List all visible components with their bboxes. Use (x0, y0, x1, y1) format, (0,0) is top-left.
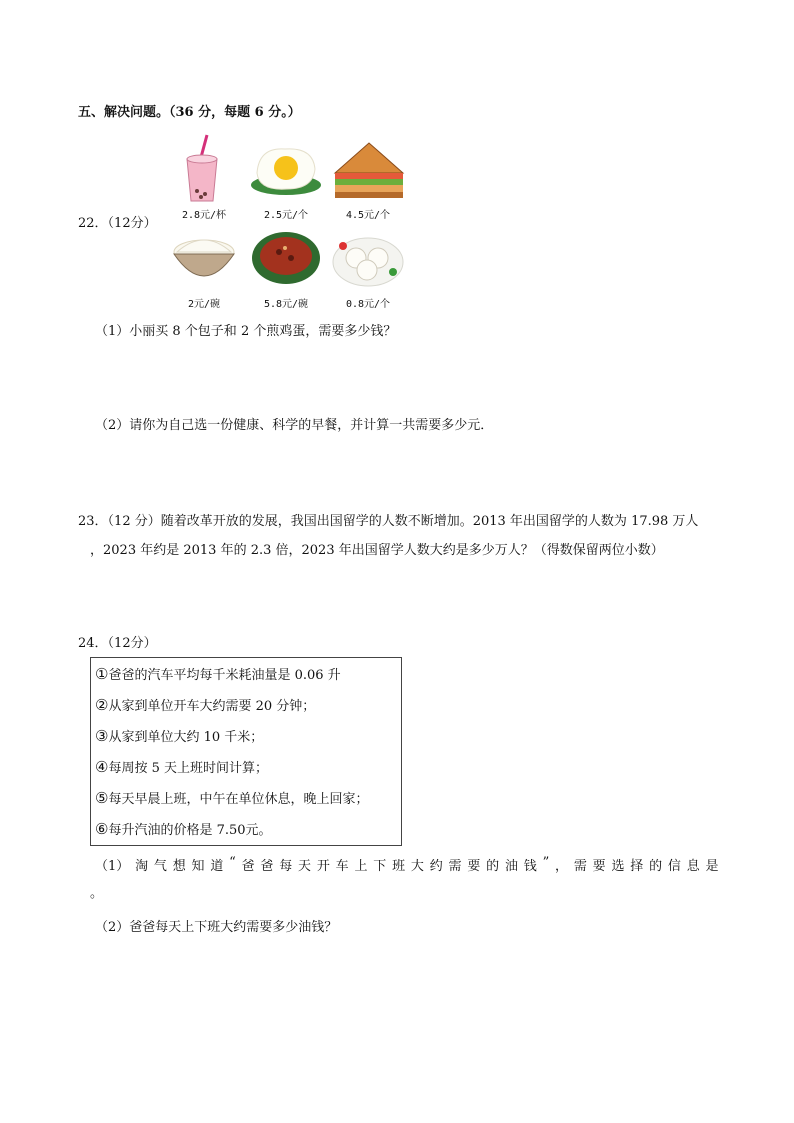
food-item (245, 131, 327, 220)
info-item (95, 819, 272, 838)
item-text: 每升汽油的价格是 7.50元。 (108, 823, 272, 838)
food-price: 2.8元/杯 (181, 210, 227, 221)
char: 油 (504, 859, 518, 874)
info-item (95, 726, 263, 745)
char: 天 (298, 859, 312, 874)
food-item (245, 220, 327, 309)
item-number: ② (95, 696, 109, 714)
item-text: 爸爸的汽车平均每千米耗油量是 0.06 升 (108, 668, 341, 683)
char: 爸 (260, 859, 274, 874)
info-item (95, 664, 341, 683)
char: 班 (392, 859, 406, 874)
question-24-part-1-end: 。 (90, 886, 104, 901)
food-price: 4.5元/个 (345, 210, 391, 221)
char: 下 (373, 859, 387, 874)
info-item (95, 695, 315, 714)
char: 需 (448, 859, 462, 874)
item-number: ⑤ (95, 789, 109, 807)
question-24-label: 24．（12分） (78, 636, 157, 651)
soup-bowl-icon (249, 222, 323, 294)
item-text: 每周按 5 天上班时间计算； (108, 761, 268, 776)
char: 想 (172, 859, 186, 874)
char: 择 (630, 859, 644, 874)
char: 上 (354, 859, 368, 874)
char: 道 (210, 859, 224, 874)
food-price: 0.8元/个 (345, 299, 391, 310)
char: 车 (335, 859, 349, 874)
food-price: 2.5元/个 (263, 210, 309, 221)
char: 的 (649, 859, 663, 874)
rice-bowl-icon (167, 222, 241, 294)
question-24-part-1 (95, 855, 719, 874)
char: 气 (153, 859, 167, 874)
food-item (327, 220, 409, 309)
item-text: 从家到单位大约 10 千米； (108, 730, 264, 745)
question-22-label: 22．（12分） (78, 216, 157, 231)
item-number: ③ (95, 727, 109, 745)
section-title: 五、解决问题。（36 分，每题 6 分。） (78, 105, 301, 120)
food-price: 5.8元/碗 (263, 299, 309, 310)
char: 爸 (241, 859, 255, 874)
food-price-grid (163, 131, 408, 309)
char: 知 (191, 859, 205, 874)
item-text: 每天早晨上班，中午在单位休息，晚上回家； (108, 792, 369, 807)
char: “ (229, 855, 236, 870)
char: 要 (592, 859, 606, 874)
info-box (90, 657, 402, 846)
item-number: ⑥ (95, 820, 109, 838)
char: 选 (611, 859, 625, 874)
question-23-line-2: ，2023 年约是 2013 年的 2.3 倍，2023 年出国留学人数大约是多少万人？（得数保留两位小数） (90, 543, 664, 558)
info-item (95, 788, 368, 807)
char: 的 (486, 859, 500, 874)
char: 每 (279, 859, 293, 874)
char: 息 (686, 859, 700, 874)
steamed-bun-icon (331, 222, 405, 294)
char: ” (542, 855, 550, 870)
question-24-part-2: （2）爸爸每天上下班大约需要多少油钱？ (95, 920, 338, 935)
char: 信 (667, 859, 681, 874)
char: 约 (429, 859, 443, 874)
food-item (163, 220, 245, 309)
char: 大 (410, 859, 424, 874)
char: ， (555, 859, 569, 874)
food-item (163, 131, 245, 220)
char: 需 (573, 859, 587, 874)
char: 开 (316, 859, 330, 874)
char: 钱 (523, 859, 537, 874)
food-price: 2元/碗 (187, 299, 221, 310)
char: 是 (705, 859, 719, 874)
char: 淘 (135, 859, 149, 874)
question-22-part-2: （2）请你为自己选一份健康、科学的早餐，并计算一共需要多少元． (95, 418, 494, 433)
item-text: 从家到单位开车大约需要 20 分钟； (108, 699, 316, 714)
char: （1） (95, 859, 130, 874)
item-number: ① (95, 665, 109, 683)
sandwich-icon (331, 133, 405, 205)
char: 要 (467, 859, 481, 874)
food-item (327, 131, 409, 220)
question-23-line-1: 23．（12 分）随着改革开放的发展，我国出国留学的人数不断增加。2013 年出国留学的人数为 17.98 万人 (78, 514, 699, 529)
fried-egg-icon (249, 133, 323, 205)
question-22-part-1: （1）小丽买 8 个包子和 2 个煎鸡蛋，需要多少钱？ (95, 324, 397, 339)
milk-tea-icon (167, 133, 241, 205)
item-number: ④ (95, 758, 109, 776)
info-item (95, 757, 268, 776)
